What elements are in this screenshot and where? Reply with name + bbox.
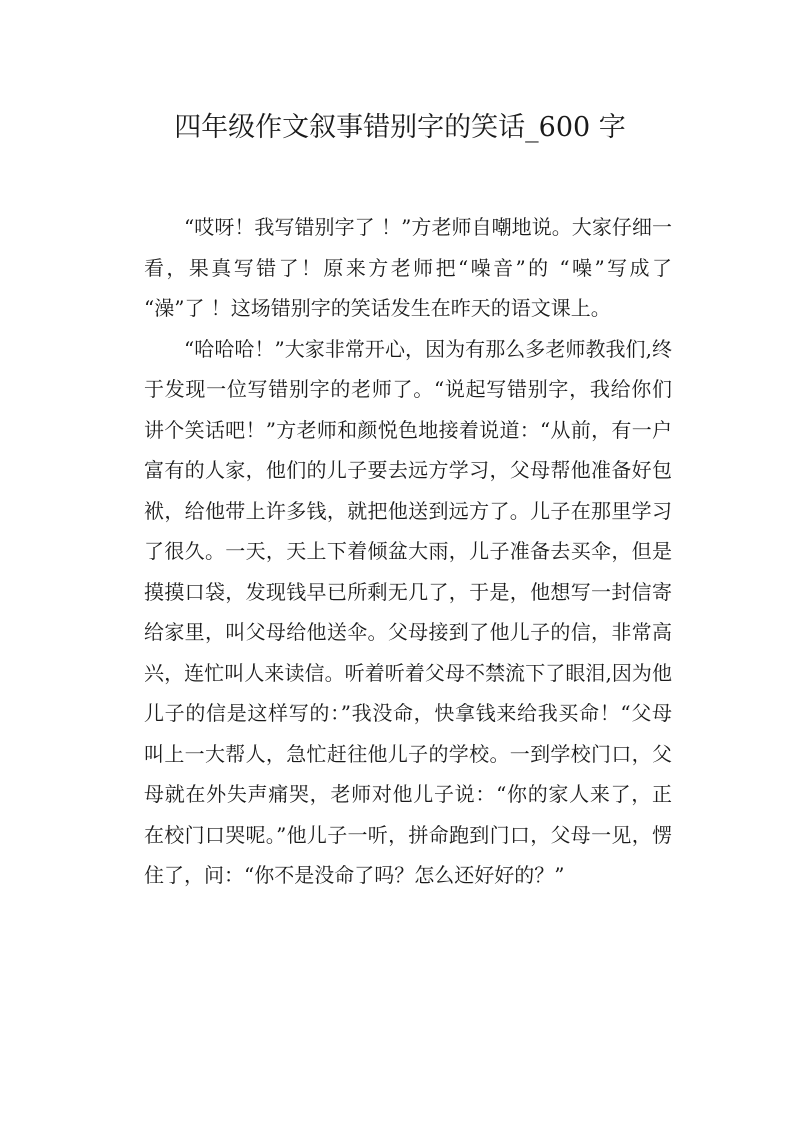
page-title: 四年级作文叙事错别字的笑话_600 字	[174, 112, 626, 143]
article-body	[144, 207, 672, 896]
paragraph-1: “哎呀！我写错别字了 ！”方老师自嘲地说。大家仔细一看，果真写错了！原来方老师把“噪音”的 “噪”写成了 “澡”了 ！这场错别字的笑话发生在昨天的语文课上。	[144, 215, 672, 320]
paragraph-2: “哈哈哈！”大家非常开心，因为有那么多老师教我们,终于发现一位写错别字的老师了。“说起写错别字，我给你们讲个笑话吧！”方老师和颜悦色地接着说道：“从前，有一户富有的人家，他们的儿子要去远方学习，父母帮他准备好包袱，给他带上许多钱，就把他送到远方了。儿子在那里学习了很久。一天，天上下着倾盆大雨，儿子准备去买伞，但是摸摸口袋，发现钱早已所剩无几了，于是，他想写一封信寄给家里，叫父母给他送伞。父母接到了他儿子的信，非常高兴，连忙叫人来读信。听着听着父母不禁流下了眼泪,因为他儿子的信是这样写的：”我没命，快拿钱来给我买命！“父母叫上一大帮人，急忙赶往他儿子的学校。一到学校门口，父母就在外失声痛哭，老师对他儿子说：“你的家人来了，正在校门口哭呢。”他儿子一听，拼命跑到门口，父母一见，愣住了，问：“你不是没命了吗？怎么还好好的？”	[144, 336, 672, 887]
